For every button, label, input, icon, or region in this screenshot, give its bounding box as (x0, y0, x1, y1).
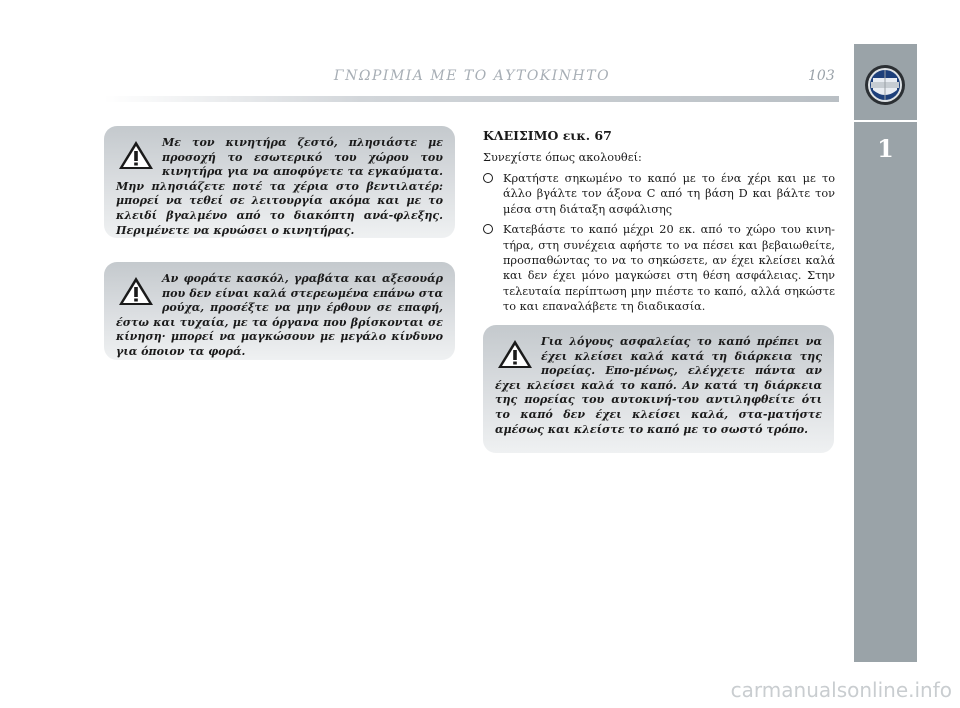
warning-triangle-icon (118, 140, 154, 170)
lancia-logo-icon (864, 64, 906, 106)
header-rule (104, 96, 839, 102)
warning-box-clothing (104, 262, 455, 360)
warning-triangle-icon (118, 276, 154, 306)
running-header-title: ΓΝΩΡΙΜΙΑ ΜΕ ΤΟ ΑΥΤΟΚΙΝΗΤΟ (333, 68, 611, 84)
warning-text: Με τον κινητήρα ζεστό, πλησιάστε με προσοχή το εσωτερικό του χώρου του κινητήρα για να αποφύγετε τα εγκαύματα. Μην πλησιάζετε ποτέ τα χέρια στο βεντιλατέρ: μπορεί να τεθεί σε λειτουργία ακόμα και με το κλειδί βγαλμένο από το διακόπτη ανά-φλεξης. Περιμένετε να κρυώσει ο κινητήρας. (116, 136, 443, 237)
watermark-text: carmanualsonline.info (730, 678, 952, 702)
warning-text: Για λόγους ασφαλείας το καπό πρέπει να έχει κλείσει καλά κατά τη διάρκεια της πορείας. Επο-μένως, ελέγχετε πάντα αν έχει κλείσει καλά το καπό. Αν κατά τη διάρκεια της πορείας του αυτοκινή-του αντιληφθείτε ότι το καπό δεν έχει κλείσει καλά, στα-ματήστε αμέσως και κλείστε το καπό με το σωστό τρόπο. (495, 335, 822, 436)
section-heading: ΚΛΕΙΣΙΜΟ εικ. 67 (483, 128, 612, 143)
chapter-number: 1 (877, 134, 894, 163)
warning-triangle-icon (497, 339, 533, 369)
procedure-step-text: Κατεβάστε το καπό μέχρι 20 εκ. από το χώρο του κινη-τήρα, στη συνέχεια αφήστε το να πέσει και βεβαιωθείτε, προσπαθώντας το να το σηκώσετε, αν έχει κλείσει καλά και δεν έχει μόνο μαγκώσει στη θέση ασφάλειας. Στην τελευταία περίπτωση μην πιέστε το καπό, αλλά σηκώστε το και επαναλάβετε τη διαδικασία. (503, 223, 835, 314)
warning-box-engine-hot (104, 126, 455, 238)
procedure-step (483, 171, 835, 217)
bullet-circle-icon (483, 173, 493, 183)
bullet-circle-icon (483, 224, 493, 234)
warning-text: Αν φοράτε κασκόλ, γραβάτα και αξεσουάρ που δεν είναι καλά στερεωμένα επάνω στα ρούχα, προσέξτε να μην έρθουν σε επαφή, έστω και τυχαία, με τα όργανα που βρίσκονται σε κίνηση· μπορεί να μαγκώσουν με μεγάλο κίνδυνο για όποιον τα φορά. (116, 272, 443, 358)
page-number: 103 (808, 68, 835, 84)
procedure-step (483, 222, 835, 314)
section-intro: Συνεχίστε όπως ακολουθεί: (483, 151, 642, 164)
procedure-step-text: Κρατήστε σηκωμένο το καπό με το ένα χέρι και με το άλλο βγάλτε τον άξονα C από τη βάση D και βάλτε τον μέσα στη διάταξη ασφάλισης (503, 172, 835, 216)
warning-box-hood-closed (483, 325, 834, 453)
procedure-steps (483, 171, 835, 320)
side-tab-divider (854, 120, 917, 122)
